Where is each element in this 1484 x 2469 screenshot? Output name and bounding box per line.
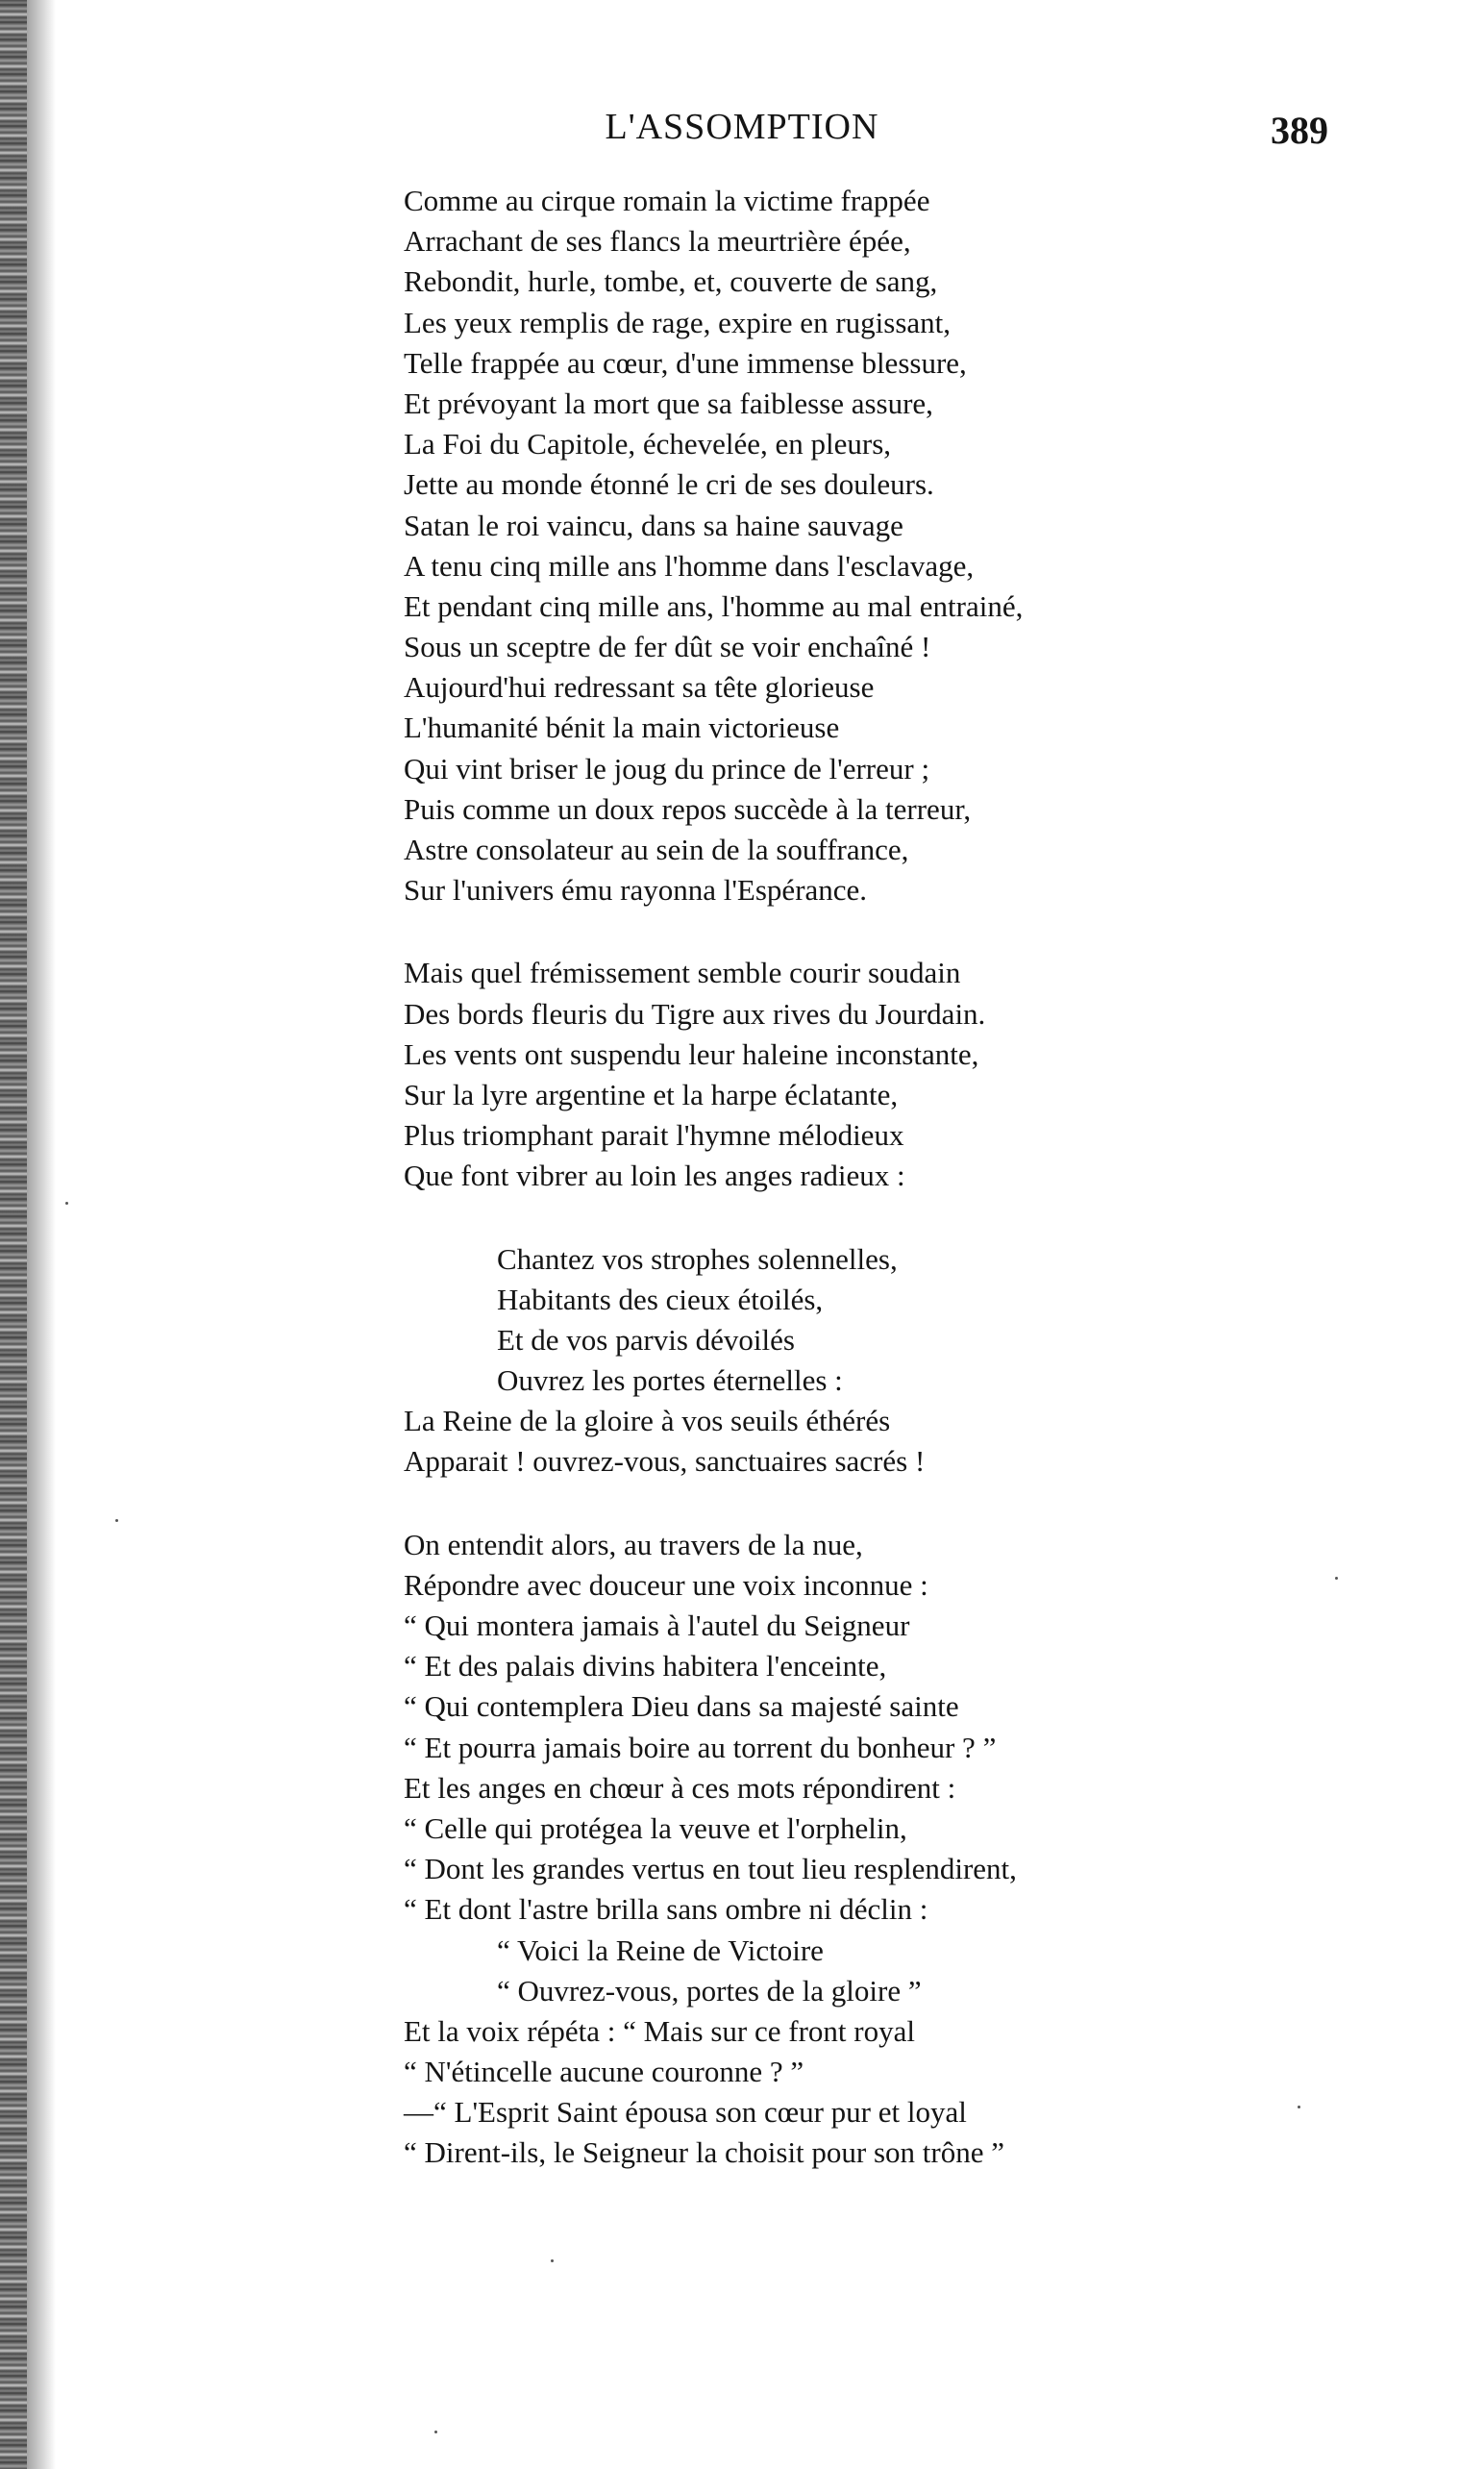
verse-line: Sur la lyre argentine et la harpe éclatante, — [404, 1077, 899, 1111]
verse-line: Et de vos parvis dévoilés — [497, 1322, 795, 1357]
verse-line: Répondre avec douceur une voix inconnue : — [404, 1567, 928, 1602]
verse-line: Plus triomphant parait l'hymne mélodieux — [404, 1118, 904, 1153]
verse-line: Mais quel frémissement semble courir soudain — [404, 956, 961, 990]
running-title: L'ASSOMPTION — [605, 107, 879, 147]
verse-line: —“ L'Esprit Saint épousa son cœur pur et loyal — [404, 2095, 967, 2130]
verse-line: Rebondit, hurle, tombe, et, couverte de sang, — [404, 264, 938, 299]
scan-speck — [115, 1519, 118, 1522]
page-number: 389 — [1271, 109, 1328, 152]
scanned-page-edge — [0, 0, 27, 2469]
verse-line: Sous un sceptre de fer dût se voir enchaîné ! — [404, 630, 931, 664]
verse-line: Satan le roi vaincu, dans sa haine sauvage — [404, 508, 903, 542]
stanza — [404, 181, 1461, 910]
verse-line: Et les anges en chœur à ces mots répondirent : — [404, 1770, 956, 1805]
verse-line: “ Qui contemplera Dieu dans sa majesté sainte — [404, 1689, 959, 1724]
verse-line: Et pendant cinq mille ans, l'homme au mal entrainé, — [404, 588, 1024, 623]
verse-line: “ Et des palais divins habitera l'enceinte, — [404, 1649, 887, 1683]
scan-speck — [434, 2431, 437, 2433]
verse-line: Et prévoyant la mort que sa faiblesse assure, — [404, 386, 933, 420]
verse-line: L'humanité bénit la main victorieuse — [404, 711, 840, 745]
verse-line: “ Voici la Reine de Victoire — [497, 1933, 824, 1967]
verse-line: Les vents ont suspendu leur haleine inconstante, — [404, 1036, 979, 1071]
verse-line: La Reine de la gloire à vos seuils éthérés — [404, 1404, 891, 1438]
verse-line: On entendit alors, au travers de la nue, — [404, 1527, 863, 1561]
stanza — [404, 1239, 1461, 1483]
verse-line: Les yeux remplis de rage, expire en rugissant, — [404, 305, 952, 339]
verse-line: “ N'étincelle aucune couronne ? ” — [404, 2055, 804, 2089]
verse-line: A tenu cinq mille ans l'homme dans l'esclavage, — [404, 548, 975, 583]
verse-line: “ Et pourra jamais boire au torrent du bonheur ? ” — [404, 1730, 997, 1764]
verse-line: “ Dont les grandes vertus en tout lieu resplendirent, — [404, 1852, 1017, 1886]
verse-line: Qui vint briser le joug du prince de l'erreur ; — [404, 751, 930, 786]
verse-line: Sur l'univers ému rayonna l'Espérance. — [404, 873, 868, 908]
scanned-page-edge-shadow — [27, 0, 56, 2469]
verse-line: Comme au cirque romain la victime frappée — [404, 184, 930, 217]
verse-line: “ Qui montera jamais à l'autel du Seigneur — [404, 1609, 910, 1642]
poem-body — [404, 181, 1461, 2216]
verse-line: Et la voix répéta : “ Mais sur ce front royal — [404, 2013, 915, 2048]
verse-line: Astre consolateur au sein de la souffrance, — [404, 833, 909, 866]
verse-line: “ Dirent-ils, le Seigneur la choisit pour son trône ” — [404, 2135, 1005, 2170]
verse-line: “ Ouvrez-vous, portes de la gloire ” — [497, 1973, 922, 2008]
verse-line: Aujourd'hui redressant sa tête glorieuse — [404, 670, 875, 705]
stanza — [404, 953, 1461, 1196]
scan-speck — [65, 1202, 68, 1205]
verse-line: Arrachant de ses flancs la meurtrière épée, — [404, 224, 911, 259]
verse-line: Des bords fleuris du Tigre aux rives du Jourdain. — [404, 996, 986, 1031]
verse-line: Chantez vos strophes solennelles, — [497, 1241, 898, 1276]
verse-line: Puis comme un doux repos succède à la terreur, — [404, 791, 972, 826]
scan-speck — [1335, 1577, 1338, 1580]
verse-line: Ouvrez les portes éternelles : — [497, 1363, 843, 1398]
verse-line: “ Et dont l'astre brilla sans ombre ni déclin : — [404, 1892, 928, 1927]
verse-line: Habitants des cieux étoilés, — [497, 1282, 824, 1316]
verse-line: La Foi du Capitole, échevelée, en pleurs, — [404, 427, 892, 461]
stanza — [404, 1525, 1461, 2174]
scan-speck — [1298, 2106, 1300, 2108]
verse-line: Que font vibrer au loin les anges radieux : — [404, 1159, 905, 1193]
verse-line: Jette au monde étonné le cri de ses douleurs. — [404, 467, 934, 502]
scan-speck — [551, 2259, 554, 2262]
verse-line: Apparait ! ouvrez-vous, sanctuaires sacrés ! — [404, 1444, 926, 1479]
verse-line: “ Celle qui protégea la veuve et l'orphelin, — [404, 1810, 907, 1845]
verse-line: Telle frappée au cœur, d'une immense blessure, — [404, 345, 967, 380]
